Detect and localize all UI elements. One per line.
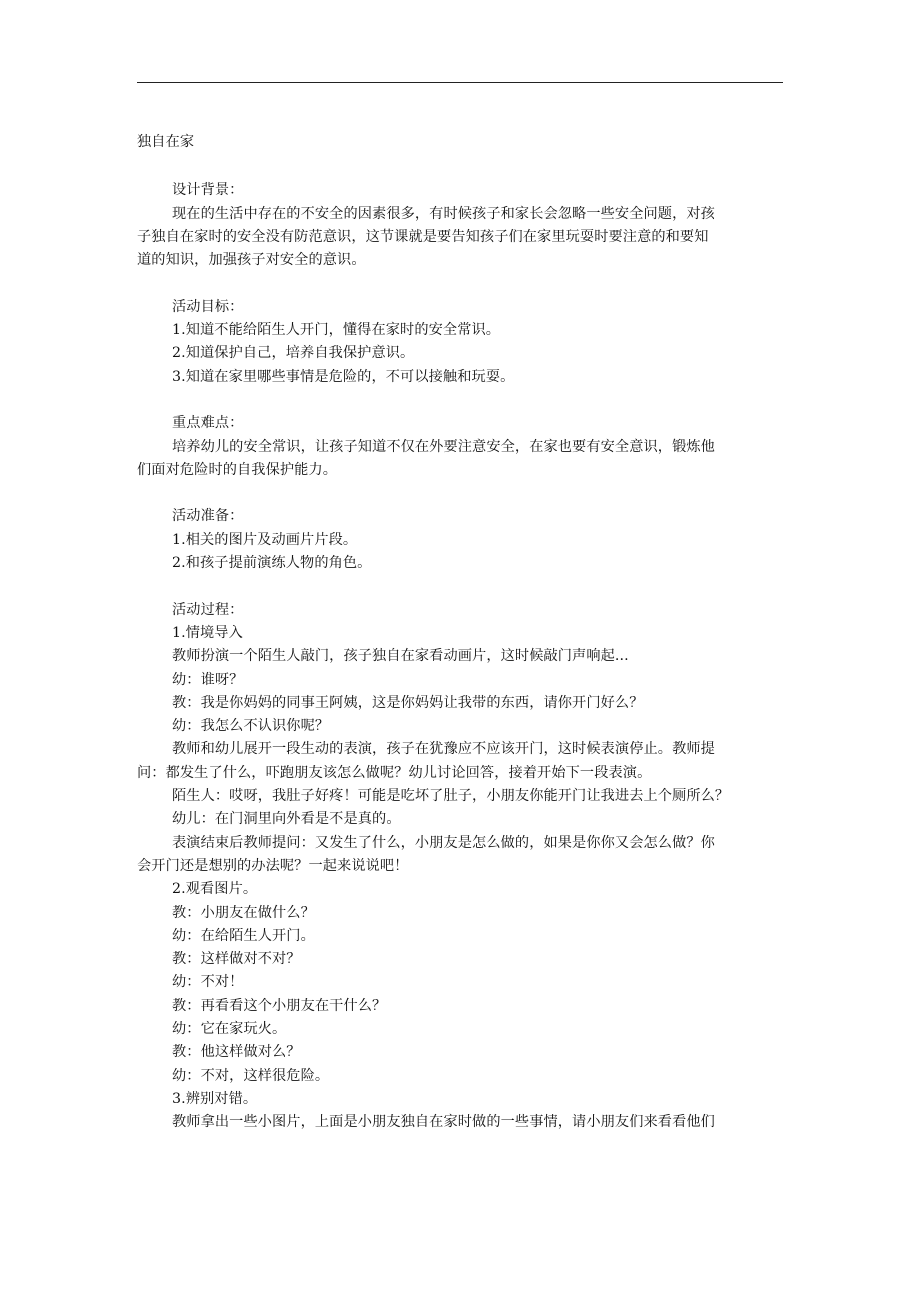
document-body [137,131,787,1134]
dialogue-line: 教：这样做对不对？ [172,951,301,968]
list-item: 1.相关的图片及动画片片段。 [172,531,358,548]
list-item: 2.知道保护自己，培养自我保护意识。 [172,345,415,362]
document-title: 独自在家 [137,134,195,150]
paragraph-line: 们面对危险时的自我保护能力。 [137,461,338,478]
process-line: 问：都发生了什么，吓跑朋友该怎么做呢？幼儿讨论回答，接着开始下一段表演。 [137,764,652,781]
process-line: 表演结束后教师提问：又发生了什么，小朋友是怎么做的，如果是你你又会怎么做？你 [172,834,715,851]
spacer [137,482,787,505]
dialogue-line: 教：他这样做对么？ [172,1044,301,1061]
list-item: 3.知道在家里哪些事情是危险的，不可以接触和玩耍。 [172,368,515,385]
list-item: 2.和孩子提前演练人物的角色。 [172,555,372,572]
process-line: 2.观看图片。 [172,881,258,898]
paragraph-line: 道的知识，加强孩子对安全的意识。 [137,252,366,269]
dialogue-line: 幼：谁呀？ [172,671,244,688]
dialogue-line: 幼：不对！ [172,974,244,991]
section-heading-process: 活动过程： [172,601,244,618]
dialogue-line: 幼：我怎么不认识你呢？ [172,718,330,735]
dialogue-line: 幼：在给陌生人开门。 [172,927,315,944]
section-heading-background: 设计背景： [172,182,244,199]
dialogue-line: 幼：不对，这样很危险。 [172,1067,330,1084]
spacer [137,389,787,412]
header-rule [137,82,783,83]
section-heading-preparation: 活动准备： [172,508,244,525]
paragraph-line: 子独自在家时的安全没有防范意识，这节课就是要告知孩子们在家里玩耍时要注意的和要知 [137,228,709,245]
process-line: 会开门还是想别的办法呢？一起来说说吧！ [137,857,409,874]
paragraph-line: 培养幼儿的安全常识，让孩子知道不仅在外要注意安全，在家也要有安全意识，锻炼他 [172,438,715,455]
dialogue-line: 陌生人：哎呀，我肚子好疼！可能是吃坏了肚子，小朋友你能开门让我进去上个厕所么？ [172,788,730,805]
process-line: 教师拿出一些小图片，上面是小朋友独自在家时做的一些事情，请小朋友们来看看他们 [172,1114,715,1131]
process-line: 教师和幼儿展开一段生动的表演，孩子在犹豫应不应该开门，这时候表演停止。教师提 [172,741,715,758]
dialogue-line: 幼：它在家玩火。 [172,1020,287,1037]
process-line: 1.情境导入 [172,624,243,641]
dialogue-line: 幼儿：在门洞里向外看是不是真的。 [172,811,401,828]
dialogue-line: 教：我是你妈妈的同事王阿姨，这是你妈妈让我带的东西，请你开门好么？ [172,694,644,711]
dialogue-line: 教：小朋友在做什么？ [172,904,315,921]
process-line: 教师扮演一个陌生人敲门，孩子独自在家看动画片，这时候敲门声响起... [172,648,629,665]
spacer [137,272,787,295]
list-item: 1.知道不能给陌生人开门，懂得在家时的安全常识。 [172,322,501,339]
dialogue-line: 教：再看看这个小朋友在干什么？ [172,997,387,1014]
spacer [137,575,787,598]
section-heading-key-points: 重点难点： [172,415,244,432]
process-line: 3.辨别对错。 [172,1090,258,1107]
section-heading-goals: 活动目标： [172,298,244,315]
paragraph-line: 现在的生活中存在的不安全的因素很多，有时候孩子和家长会忽略一些安全问题，对孩 [172,205,715,222]
